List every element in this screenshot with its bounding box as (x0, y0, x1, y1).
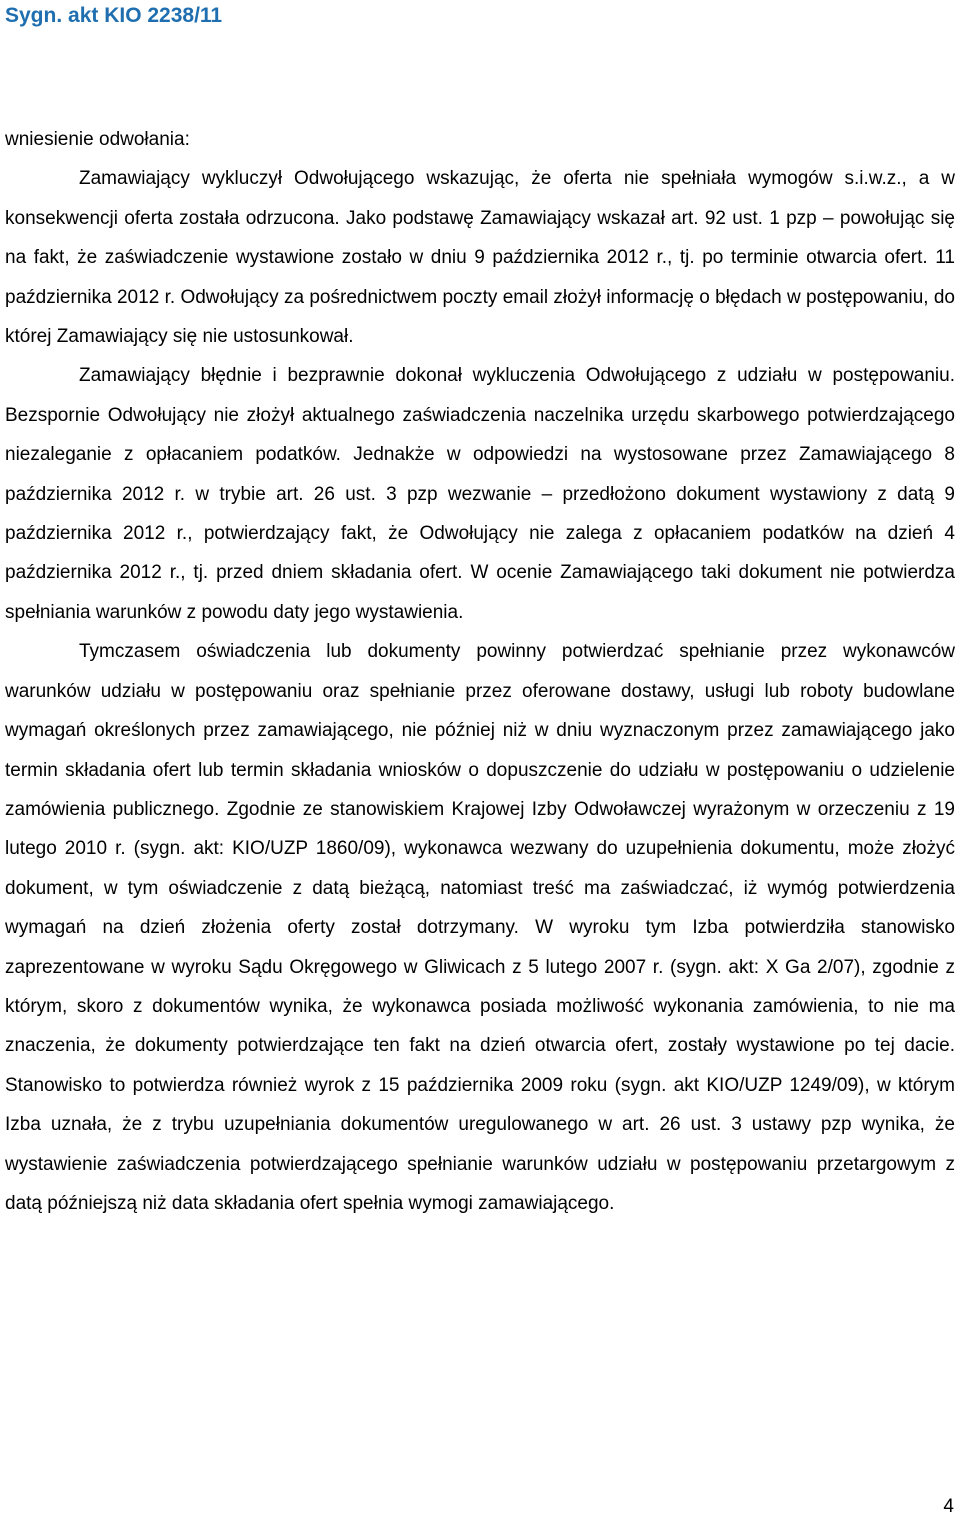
page-number: 4 (943, 1496, 954, 1517)
document-body (5, 120, 955, 1223)
paragraph-1: Zamawiający wykluczył Odwołującego wskazując, że oferta nie spełniała wymogów s.i.w.z., a w konsekwencji oferta została odrzucona. Jako podstawę Zamawiający wskazał art. 92 ust. 1 pzp – powołując się na fakt, że zaświadczenie wystawione zostało w dniu 9 października 2012 r., tj. po terminie otwarcia ofert. 11 października 2012 r. Odwołujący za pośrednictwem poczty email złożył informację o błędach w postępowaniu, do której Zamawiający się nie ustosunkował. (5, 168, 955, 348)
paragraph-2: Zamawiający błędnie i bezprawnie dokonał wykluczenia Odwołującego z udziału w postępowaniu. Bezspornie Odwołujący nie złożył aktualnego zaświadczenia naczelnika urzędu skarbowego potwierdzającego niezaleganie z opłacaniem podatków. Jednakże w odpowiedzi na wystosowane przez Zamawiającego 8 października 2012 r. w trybie art. 26 ust. 3 pzp wezwanie – przedłożono dokument wystawiony z datą 9 października 2012 r., potwierdzający fakt, że Odwołujący nie zalega z opłacaniem podatków na dzień 4 października 2012 r., tj. przed dniem składania ofert. W ocenie Zamawiającego taki dokument nie potwierdza spełniania warunków z powodu daty jego wystawienia. (5, 365, 955, 623)
paragraph-3: Tymczasem oświadczenia lub dokumenty powinny potwierdzać spełnianie przez wykonawców warunków udziału w postępowaniu oraz spełnianie przez oferowane dostawy, usługi lub roboty budowlane wymagań określonych przez zamawiającego, nie później niż w dniu wyznaczonym przez zamawiającego jako termin składania ofert lub termin składania wniosków o dopuszczenie do udziału w postępowaniu o udzielenie zamówienia publicznego. Zgodnie ze stanowiskiem Krajowej Izby Odwoławczej wyrażonym w orzeczeniu z 19 lutego 2010 r. (sygn. akt: KIO/UZP 1860/09), wykonawca wezwany do uzupełnienia dokumentu, może złożyć dokument, w tym oświadczenie z datą bieżącą, natomiast treść ma zaświadczać, iż wymóg potwierdzenia wymagań na dzień złożenia oferty został dotrzymany. W wyroku tym Izba potwierdziła stanowisko zaprezentowane w wyroku Sądu Okręgowego w Gliwicach z 5 lutego 2007 r. (sygn. akt: X Ga 2/07), zgodnie z którym, skoro z dokumentów wynika, że wykonawca posiada możliwość wykonania zamówienia, to nie ma znaczenia, że dokumenty potwierdzające ten fakt na dzień otwarcia ofert, zostały wystawione po tej dacie. Stanowisko to potwierdza również wyrok z 15 października 2009 roku (sygn. akt KIO/UZP 1249/09), w którym Izba uznała, że z trybu uzupełniania dokumentów uregulowanego w art. 26 ust. 3 ustawy pzp wynika, że wystawienie zaświadczenia potwierdzającego spełnianie warunków udziału w postępowaniu przetargowym z datą późniejszą niż data składania ofert spełnia wymogi zamawiającego. (5, 641, 955, 1214)
section-heading: wniesienie odwołania: (5, 129, 190, 150)
document-signature-header: Sygn. akt KIO 2238/11 (5, 4, 223, 27)
